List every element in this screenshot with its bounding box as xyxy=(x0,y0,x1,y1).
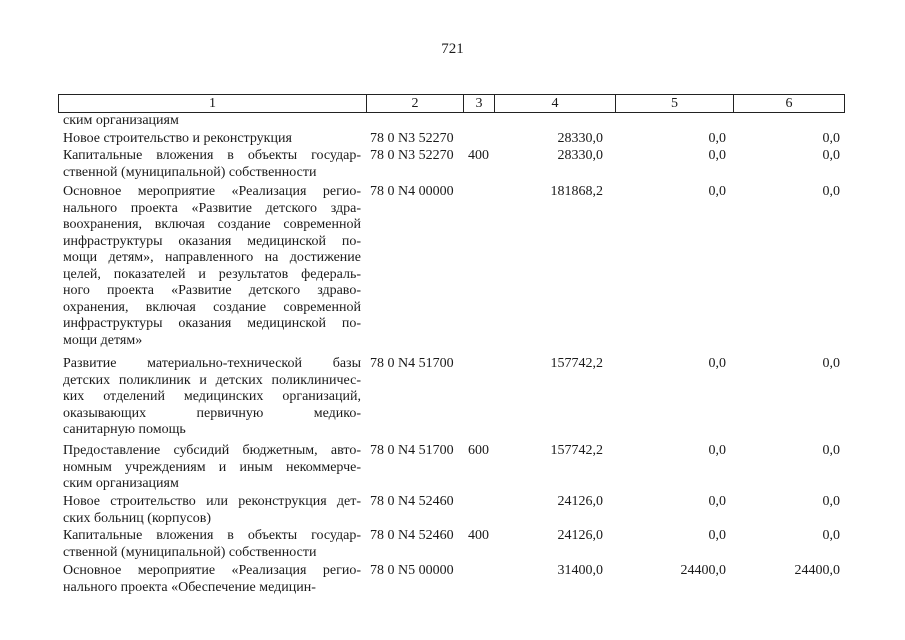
description-line: Новое строительство и реконструкция xyxy=(63,131,292,146)
row-subcode: 400 xyxy=(468,528,489,543)
description-line: ских больниц (корпусов) xyxy=(63,510,212,526)
description-line: ких отделений медицинских организаций, xyxy=(63,389,361,404)
row-value-col6: 24400,0 xyxy=(794,563,840,578)
row-value-col6: 0,0 xyxy=(822,131,840,146)
description-line: детских поликлиник и детских поликлиничес- xyxy=(63,372,361,388)
row-value-col6: 0,0 xyxy=(822,148,840,163)
description-line: Капитальные вложения в объекты государ- xyxy=(63,528,361,543)
header-col-4: 4 xyxy=(495,95,616,112)
row-code: 78 0 N5 00000 xyxy=(370,563,454,578)
row-description xyxy=(63,113,361,130)
row-description xyxy=(63,528,361,561)
description-line: нального проекта «Обеспечение медицин- xyxy=(63,579,316,595)
description-line: Развитие материально-технической базы xyxy=(63,356,361,371)
row-value-col6: 0,0 xyxy=(822,443,840,458)
header-col-6: 6 xyxy=(785,96,793,111)
description-line: Основное мероприятие «Реализация регио- xyxy=(63,184,361,199)
description-line: Капитальные вложения в объекты государ- xyxy=(63,148,361,163)
row-code: 78 0 N4 52460 xyxy=(370,494,454,509)
header-col-2: 2 xyxy=(367,95,464,112)
row-value-col6: 0,0 xyxy=(822,356,840,371)
description-line: Новое строительство или реконструкция дет- xyxy=(63,494,361,509)
row-value-col4: 28330,0 xyxy=(557,148,603,163)
row-value-col6: 0,0 xyxy=(822,528,840,543)
row-value-col4: 24126,0 xyxy=(557,528,603,543)
row-code: 78 0 N3 52270 xyxy=(370,131,454,146)
row-value-col5: 0,0 xyxy=(708,131,726,146)
description-line: оказывающих первичную медико- xyxy=(63,405,361,421)
header-col-5: 5 xyxy=(616,95,734,112)
header-col-1: 1 xyxy=(59,95,367,112)
row-value-col5: 24400,0 xyxy=(680,563,726,578)
row-code: 78 0 N4 00000 xyxy=(370,184,454,199)
row-value-col5: 0,0 xyxy=(708,184,726,199)
description-line: номным учреждениям и иным некоммерче- xyxy=(63,459,361,475)
row-code: 78 0 N4 52460 xyxy=(370,528,454,543)
description-line: ственной (муниципальной) собственности xyxy=(63,544,317,560)
row-description xyxy=(63,184,361,349)
row-value-col4: 28330,0 xyxy=(557,131,603,146)
row-description xyxy=(63,148,361,181)
description-line: мощи детям» xyxy=(63,332,143,348)
row-description xyxy=(63,356,361,439)
description-line: Основное мероприятие «Реализация регио- xyxy=(63,563,361,578)
row-description xyxy=(63,443,361,493)
description-line: ским организациям xyxy=(63,113,179,128)
description-line: Предоставление субсидий бюджетным, авто- xyxy=(63,443,361,458)
description-line: охранения, включая создание современной xyxy=(63,299,361,315)
description-line: инфраструктуры оказания медицинской по- xyxy=(63,316,361,331)
row-value-col4: 24126,0 xyxy=(557,494,603,509)
page-number: 721 xyxy=(441,41,464,57)
row-subcode: 400 xyxy=(468,148,489,163)
row-value-col6: 0,0 xyxy=(822,494,840,509)
row-value-col4: 157742,2 xyxy=(550,356,603,371)
row-description xyxy=(63,563,361,596)
row-description xyxy=(63,131,361,148)
row-description xyxy=(63,494,361,527)
header-col-3: 3 xyxy=(464,95,495,112)
row-code: 78 0 N3 52270 xyxy=(370,148,454,163)
table-header xyxy=(58,94,845,113)
description-line: санитарную помощь xyxy=(63,422,186,437)
row-value-col5: 0,0 xyxy=(708,356,726,371)
row-code: 78 0 N4 51700 xyxy=(370,443,454,458)
description-line: целей, показателей и результатов федераль- xyxy=(63,266,361,282)
row-code: 78 0 N4 51700 xyxy=(370,356,454,371)
row-value-col4: 181868,2 xyxy=(550,184,603,199)
row-value-col4: 157742,2 xyxy=(550,443,603,458)
description-line: мощи детям», направленного на достижение xyxy=(63,250,361,265)
description-line: нального проекта «Развитие детского здра- xyxy=(63,200,361,216)
row-value-col5: 0,0 xyxy=(708,494,726,509)
row-subcode: 600 xyxy=(468,443,489,458)
description-line: ским организациям xyxy=(63,476,179,491)
description-line: воохранения, включая создание современной xyxy=(63,217,361,232)
row-value-col5: 0,0 xyxy=(708,443,726,458)
description-line: ственной (муниципальной) собственности xyxy=(63,164,317,180)
row-value-col6: 0,0 xyxy=(822,184,840,199)
description-line: инфраструктуры оказания медицинской по- xyxy=(63,233,361,249)
row-value-col5: 0,0 xyxy=(708,528,726,543)
description-line: ного проекта «Развитие детского здраво- xyxy=(63,283,361,298)
row-value-col4: 31400,0 xyxy=(557,563,603,578)
row-value-col5: 0,0 xyxy=(708,148,726,163)
